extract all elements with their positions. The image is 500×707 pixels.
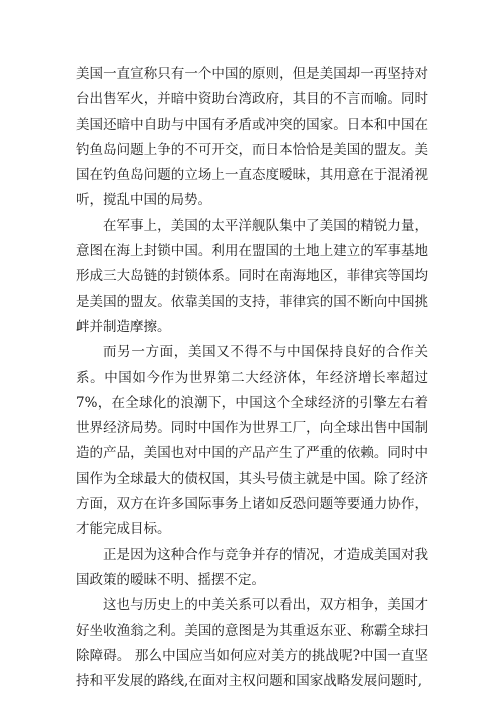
- document-body: [76, 62, 428, 694]
- paragraph-3: 而另一方面，美国又不得不与中国保持良好的合作关系。中国如今作为世界第二大经济体，年经济增长率超过 7%，在全球化的浪潮下，中国这个全球经济的引擎左右着世界经济局势。同时中国作为世界工厂，向全球出售中国制造的产品，美国也对中国的产品产生了严重的依赖。同时中国作为全球最大的债权国，其头号债主就是中国。除了经济方面，双方在许多国际事务上诸如反恐问题等要通力协作，才能完成目标。: [76, 344, 428, 538]
- paragraph-4: 正是因为这种合作与竞争并存的情况，才造成美国对我国政策的暧昧不明、摇摆不定。: [76, 546, 428, 588]
- paragraph-2: 在军事上，美国的太平洋舰队集中了美国的精锐力量，意图在海上封锁中国。利用在盟国的土地上建立的军事基地形成三大岛链的封锁体系。同时在南海地区，菲律宾等国均是美国的盟友。依靠美国的支持，菲律宾的国不断向中国挑衅并制造摩擦。: [76, 217, 428, 335]
- paragraph-5: 这也与历史上的中美关系可以看出，双方相争，美国才好坐收渔翁之利。美国的意图是为其重返东亚、称霸全球扫除障碍。 那么中国应当如何应对美方的挑战呢?中国一直坚持和平发展的路线,在面对主权问题和国家战略发展问题时,: [76, 597, 428, 690]
- paragraph-1: 美国一直宣称只有一个中国的原则，但是美国却一再坚持对台出售军火，并暗中资助台湾政府，其目的不言而喻。同时美国还暗中自助与中国有矛盾或冲突的国家。日本和中国在钓鱼岛问题上争的不可开交，而日本恰恰是美国的盟友。美国在钓鱼岛问题的立场上一直态度暧昧，其用意在于混淆视听，搅乱中国的局势。: [76, 66, 428, 209]
